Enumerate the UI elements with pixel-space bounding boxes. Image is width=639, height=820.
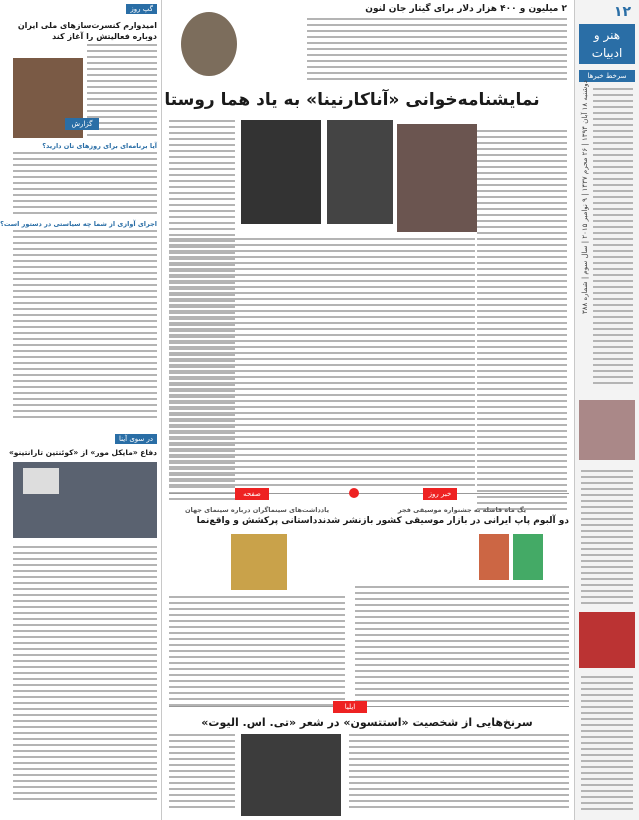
sidebar-text-2: [581, 470, 633, 608]
bottom-label: ایلیا: [333, 701, 367, 713]
section-title: هنر و ادبیات: [579, 24, 635, 64]
left-protest-photo: [13, 462, 157, 538]
middle-divider-dot: [349, 488, 359, 498]
middle-left-headline: داستانی پرکشش و واقع‌نما: [196, 516, 318, 526]
top-story-headline: ۲ میلیون و ۴۰۰ هزار دلار برای گیتار جان لنون: [365, 4, 567, 14]
main-col-1: [477, 130, 567, 514]
sidebar-photo-book: [579, 612, 635, 668]
left-text-3: [13, 230, 157, 422]
middle-right-label: خبر روز: [423, 488, 457, 500]
bottom-text-right: [349, 734, 569, 812]
main-cols-bottom: [169, 238, 475, 490]
left-tag: گپ روز: [126, 4, 157, 14]
left-text-2: [13, 152, 157, 218]
performer-photo: [327, 120, 393, 224]
middle-divider: [169, 493, 569, 494]
sidebar-text-3: [581, 676, 633, 814]
top-story-text: [307, 18, 567, 84]
news-briefs: [593, 88, 633, 388]
middle-right-kicker: یگ ماه قاصله به جشنواره موسیقی فجر: [397, 506, 527, 514]
sidebar: [574, 0, 639, 820]
news-label: سرخط خبرها: [579, 70, 635, 82]
left-headline: امیدوارم کنسرت‌سازهای ملی ایران دوباره فعالیتش را آغاز کند: [17, 21, 157, 41]
hat-man-photo: [231, 534, 287, 590]
left-bottom-headline: دفاع «مایکل مور» از «کوئنتین تارانتینو»: [8, 448, 157, 457]
bottom-text-left: [169, 734, 235, 812]
middle-right-headline: دو آلبوم پاپ ایرانی در بازار موسیقی کشور بازنشر شدند: [317, 516, 569, 526]
eliot-photo: [241, 734, 341, 816]
left-question-2: اجرای آوازی از شما چه سیاستی در دستور است؟: [0, 220, 157, 228]
main-headline: نمایشنامه‌خوانی «آناکارنینا» به یاد هما روستا: [164, 90, 540, 110]
bottom-divider: [169, 706, 569, 707]
album-cover-2: [513, 534, 543, 580]
john-lennon-photo: [181, 12, 237, 76]
main-tag: گزارش: [65, 118, 99, 130]
left-question-1: آیا برنامه‌ای برای روزهای تان دارید؟: [42, 142, 157, 150]
actress-photo: [397, 124, 477, 232]
middle-left-label: صفحه: [235, 488, 269, 500]
reading-photo: [241, 120, 321, 224]
album-cover-1: [479, 534, 509, 580]
left-bottom-tag: در سوی آینا: [115, 434, 157, 444]
middle-left-text: [169, 596, 345, 710]
sidebar-photo-animation: [579, 400, 635, 460]
bottom-headline: سرنخ‌هایی از شخصیت «استتسون» در شعر «تی. اس. الیوت»: [201, 716, 533, 729]
police-sign: [23, 468, 59, 494]
middle-right-text: [355, 586, 569, 706]
date-line: دوشنبه ۱۸ آبان ۱۳۹۴ | ۲۶ محرم ۱۴۳۷ | ۹ نوامبر ۲۰۱۵ | سال سوم | شماره ۳۸۸: [581, 80, 589, 314]
page-number: ۱۲: [613, 4, 631, 20]
middle-left-kicker: یادداشت‌های سینماگران درباره سینمای جهان: [184, 506, 330, 514]
left-text-4: [13, 546, 157, 804]
